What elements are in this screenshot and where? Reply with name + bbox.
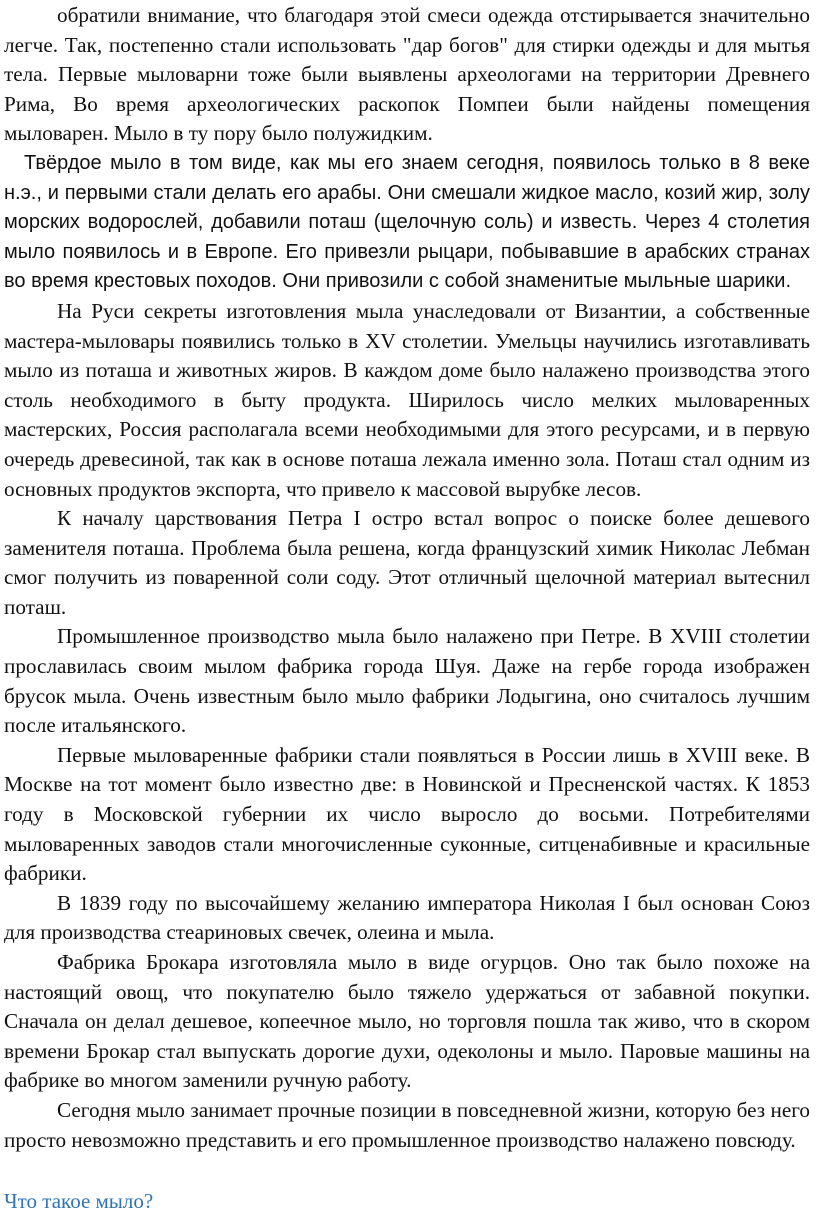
section-heading: Что такое мыло? bbox=[4, 1189, 154, 1214]
paragraph-9: Сегодня мыло занимает прочные позиции в повседневной жизни, которую без него просто невозможно представить и его промышленное производство налажено повсюду. bbox=[4, 1097, 810, 1152]
paragraph-7: В 1839 году по высочайшему желанию императора Николая I был основан Союз для производства стеариновых свечек, олеина и мыла. bbox=[4, 890, 810, 945]
paragraph-3: На Руси секреты изготовления мыла унаследовали от Византии, а собственные мастера-мыловары появились только в XV столетии. Умельцы научились изготавливать мыло из поташа и животных жиров. В каждом доме было налажено производства этого столь необходимого в быту продукта. Ширилось число мелких мыловаренных мастерских, Россия располагала всеми необходимыми для этого ресурсами, и в первую очередь древесиной, так как в основе поташа лежала именно зола. Поташ стал одним из основных продуктов экспорта, что привело к массовой вырубке лесов. bbox=[4, 298, 810, 501]
paragraph-2: Твёрдое мыло в том виде, как мы его знаем сегодня, появилось только в 8 веке н.э., и первыми стали делать его арабы. Они смешали жидкое масло, козий жир, золу морских водорослей, добавили поташ (щелочную соль) и известь. Через 4 столетия мыло появилось и в Европе. Его привезли рыцари, побывавшие в арабских странах во время крестовых походов. Они привозили с собой знаменитые мыльные шарики. bbox=[4, 151, 810, 293]
paragraph-5: Промышленное производство мыла было налажено при Петре. В XVIII столетии прославилась своим мылом фабрика города Шуя. Даже на гербе города изображен брусок мыла. Очень известным было мыло фабрики Лодыгина, оно считалось лучшим после итальянского. bbox=[4, 624, 810, 738]
paragraph-1: обратили внимание, что благодаря этой смеси одежда отстирывается значительно легче. Так, постепенно стали использовать "дар богов" для стирки одежды и для мытья тела. Первые мыловарни тоже были выявлены археологами на территории Древнего Рима, Во время археологических раскопок Помпеи были найдены помещения мыловарен. Мыло в ту пору было полужидким. bbox=[4, 3, 810, 146]
paragraph-8: Фабрика Брокара изготовляла мыло в виде огурцов. Оно так было похоже на настоящий овощ, что покупателю было тяжело удержаться от забавной покупки. Сначала он делал дешевое, копеечное мыло, но торговля пошла так живо, что в скором времени Брокар стал выпускать дорогие духи, одеколоны и мыло. Паровые машины на фабрике во многом заменили ручную работу. bbox=[4, 950, 810, 1093]
paragraph-6: Первые мыловаренные фабрики стали появляться в России лишь в XVIII веке. В Москве на тот момент было известно две: в Новинской и Пресненской частях. К 1853 году в Московской губернии их число выросло до восьми. Потребителями мыловаренных заводов стали многочисленные суконные, ситценабивные и красильные фабрики. bbox=[4, 742, 810, 886]
paragraph-4: К началу царствования Петра I остро встал вопрос о поиске более дешевого заменителя поташа. Проблема была решена, когда французский химик Николас Лебман смог получить из поваренной соли соду. Этот отличный щелочной материал вытеснил поташ. bbox=[4, 506, 810, 619]
